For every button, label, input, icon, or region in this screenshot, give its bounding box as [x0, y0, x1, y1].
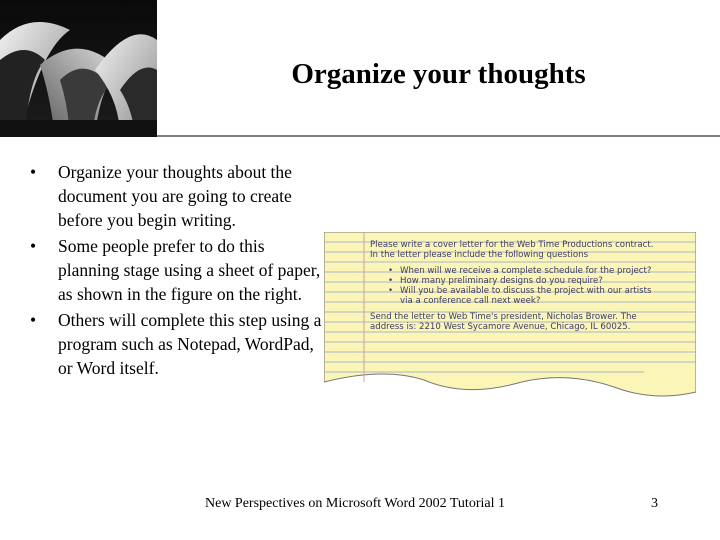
- notepad-line: In the letter please include the following questions: [370, 250, 589, 260]
- notepad-question-continued: via a conference call next week?: [400, 296, 541, 306]
- footer-text: New Perspectives on Microsoft Word 2002 Tutorial 1: [205, 496, 505, 511]
- bullet-text: Some people prefer to do this planning stage using a sheet of paper, as shown in the figure on the right.: [58, 236, 321, 304]
- bullet-item: [30, 160, 330, 232]
- bullet-item: [30, 308, 330, 380]
- title-divider: [157, 135, 720, 137]
- bullet-icon: •: [388, 266, 394, 276]
- notepad-question: • Will you be available to discuss the project with our artists: [388, 286, 652, 296]
- bullet-icon: •: [388, 286, 394, 296]
- bullet-text: Organize your thoughts about the document you are going to create before you begin writing.: [58, 162, 292, 230]
- bullet-icon: •: [30, 236, 37, 256]
- page-number: 3: [651, 496, 658, 511]
- notepad-line: Send the letter to Web Time's president, Nicholas Brower. The: [370, 312, 637, 322]
- bullet-icon: •: [388, 276, 394, 286]
- bullet-icon: •: [30, 162, 37, 182]
- bullet-text: Others will complete this step using a program such as Notepad, WordPad, or Word itself.: [58, 310, 322, 378]
- bullet-item: [30, 234, 330, 306]
- notepad-line: Please write a cover letter for the Web Time Productions contract.: [370, 240, 654, 250]
- bullet-icon: •: [30, 310, 37, 330]
- notepad-text: [370, 240, 696, 332]
- notepad-line: address is: 2210 West Sycamore Avenue, Chicago, IL 60025.: [370, 322, 631, 332]
- slide-title: Organize your thoughts: [291, 58, 586, 90]
- bullet-list: [30, 160, 330, 382]
- notepad-question: • How many preliminary designs do you require?: [388, 276, 603, 286]
- opera-house-photo: [0, 0, 157, 137]
- notepad-question: • When will we receive a complete schedule for the project?: [388, 266, 652, 276]
